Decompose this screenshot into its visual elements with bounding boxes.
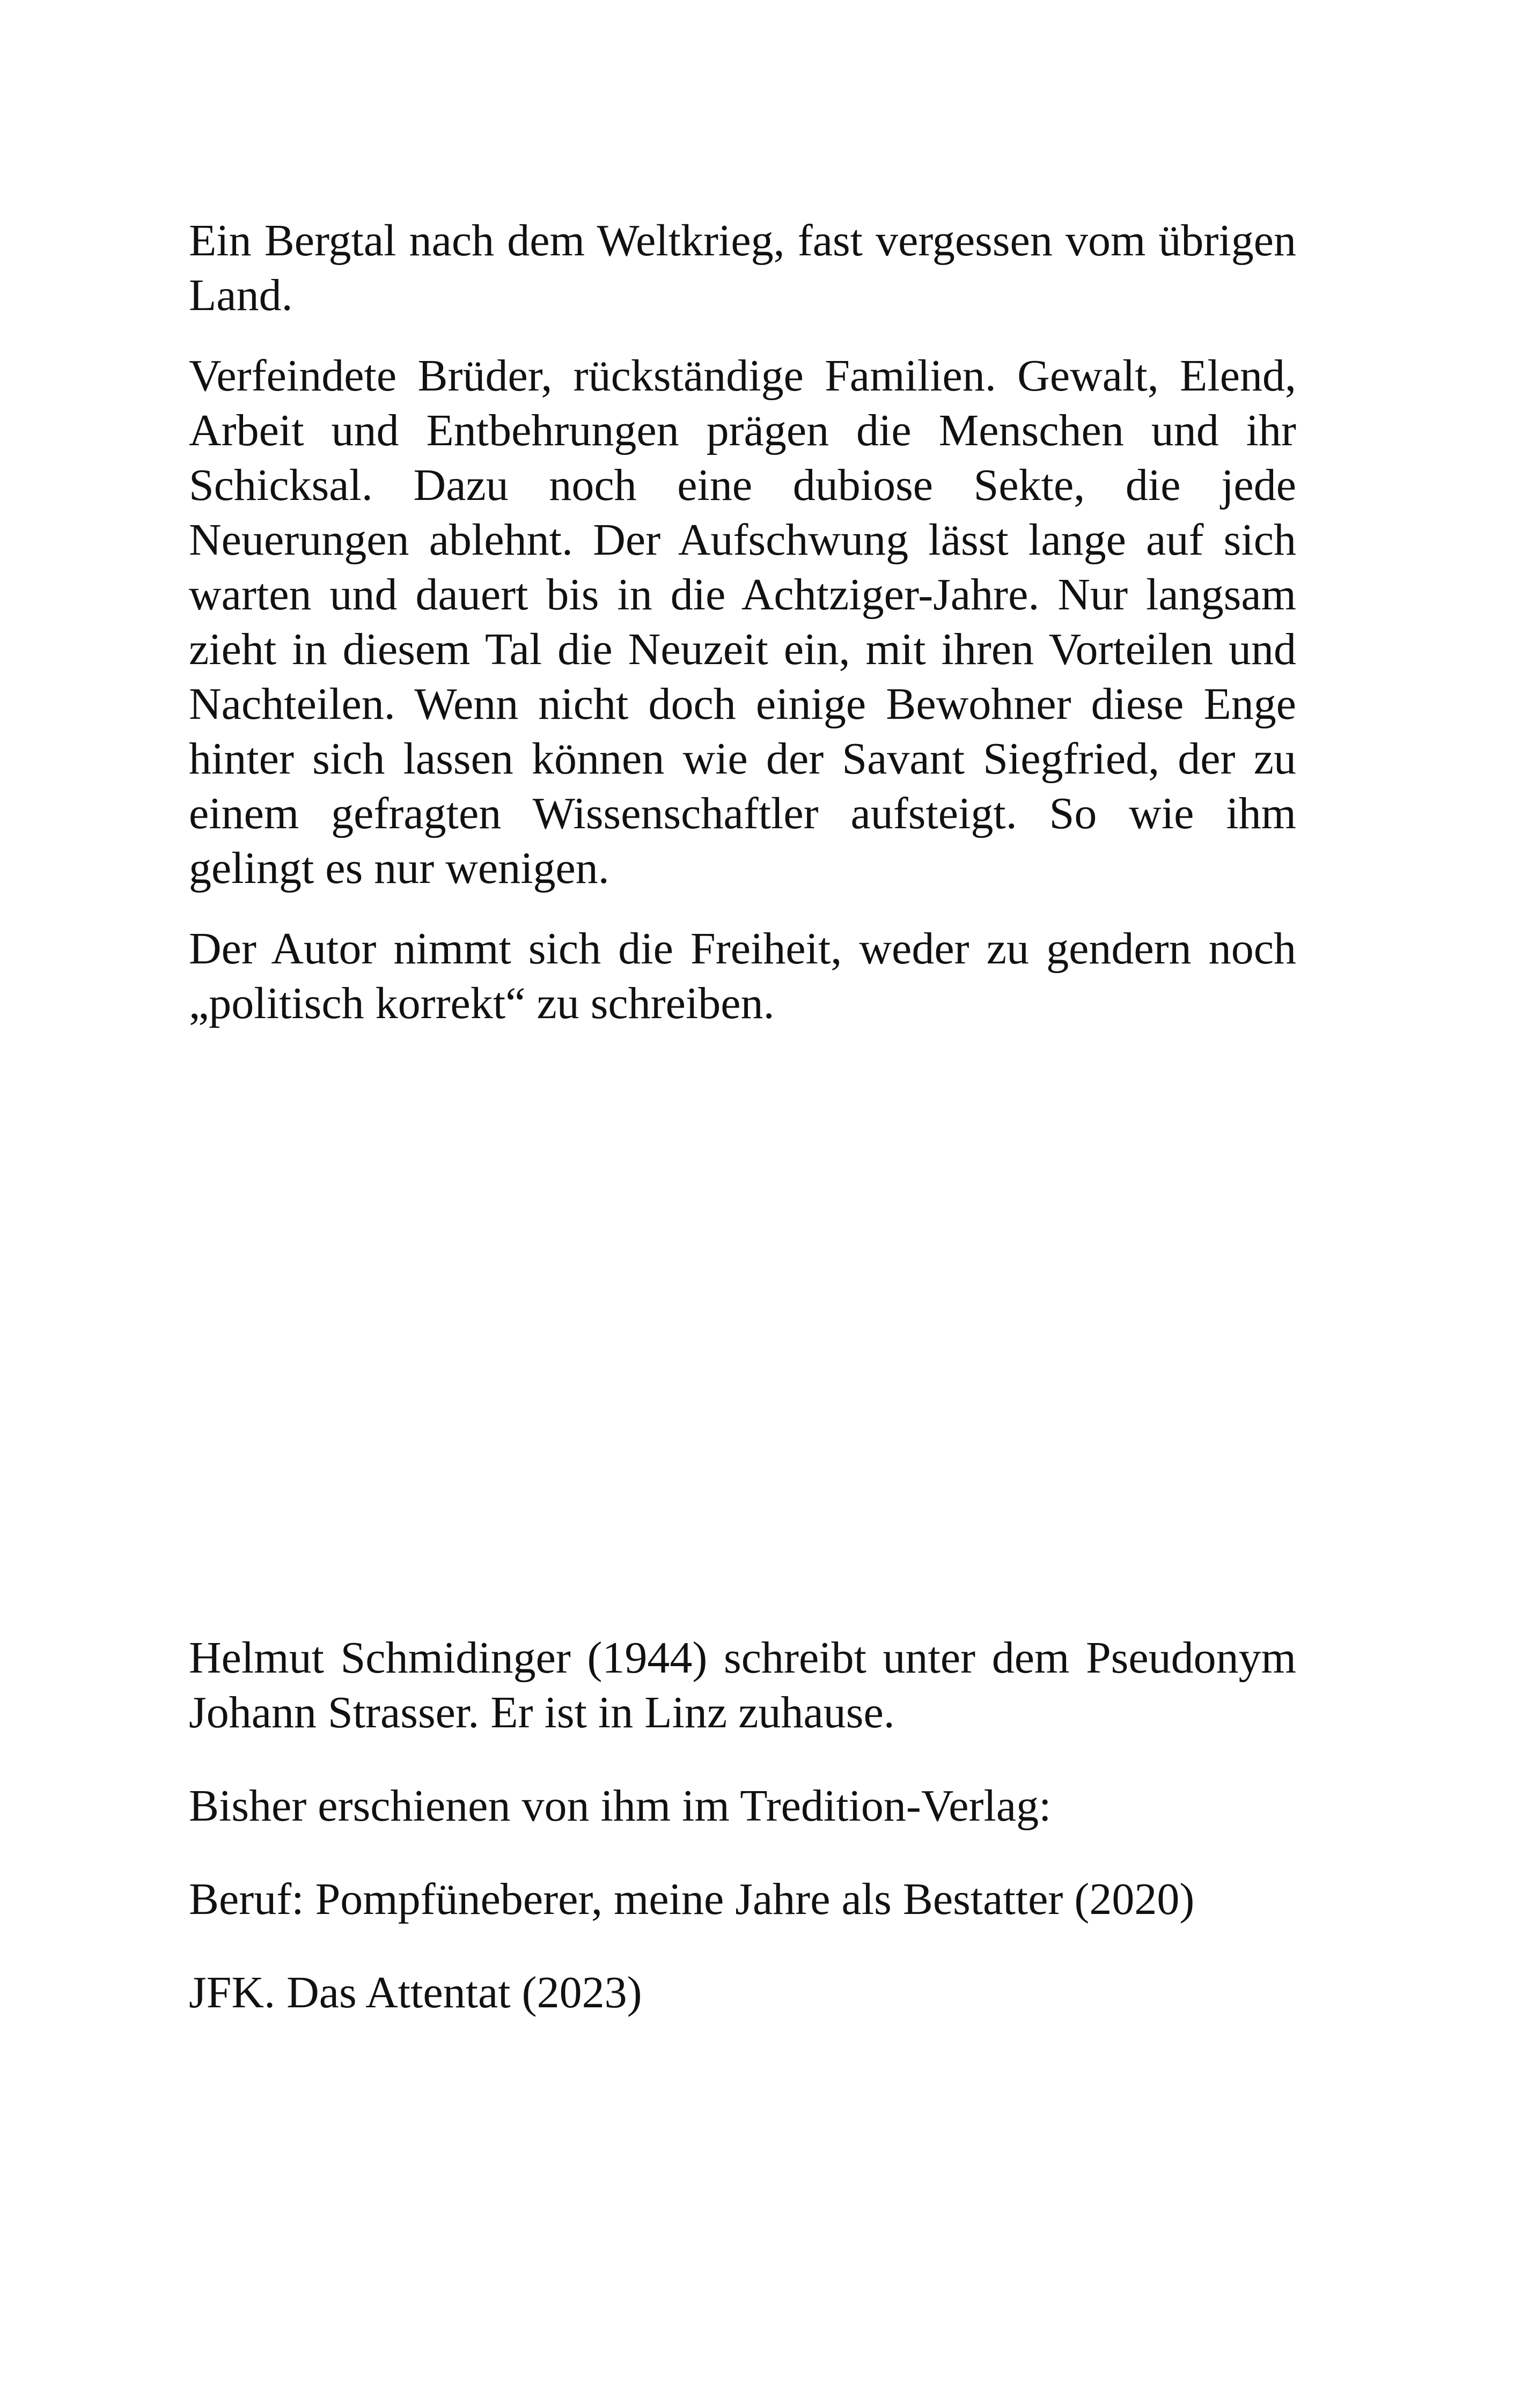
book-title-item: JFK. Das Attentat (2023) bbox=[189, 1968, 642, 2017]
blurb-paragraph-intro: Ein Bergtal nach dem Weltkrieg, fast vergessen vom übrigen Land. bbox=[189, 216, 1296, 320]
blurb-paragraph-author-note: Der Autor nimmt sich die Freiheit, weder zu gendern noch „politisch korrekt“ zu schreiben. bbox=[189, 924, 1296, 1028]
blurb-paragraph-story: Verfeindete Brüder, rückständige Familien. Gewalt, Elend, Arbeit und Entbehrungen prägen die Menschen und ihr Schicksal. Dazu noch eine dubiose Sekte, die jede Neuerungen ablehnt. Der Aufschwung lässt lange auf sich warten und dauert bis in die Achtziger-Jahre. Nur langsam zieht in diesem Tal die Neuzeit ein, mit ihren Vorteilen und Nachteilen. Wenn nicht doch einige Bewohner diese Enge hinter sich lassen können wie der Savant Siegfried, der zu einem gefragten Wissenschaftler aufsteigt. So wie ihm gelingt es nur wenigen. bbox=[189, 351, 1296, 893]
author-section bbox=[189, 1631, 1296, 2059]
book-blurb bbox=[189, 213, 1296, 1057]
published-intro: Bisher erschienen von ihm im Tredition-Verlag: bbox=[189, 1781, 1052, 1831]
book-title-item: Beruf: Pompfüneberer, meine Jahre als Bestatter (2020) bbox=[189, 1874, 1195, 1924]
author-bio: Helmut Schmidinger (1944) schreibt unter dem Pseudonym Johann Strasser. Er ist in Linz zuhause. bbox=[189, 1633, 1296, 1737]
